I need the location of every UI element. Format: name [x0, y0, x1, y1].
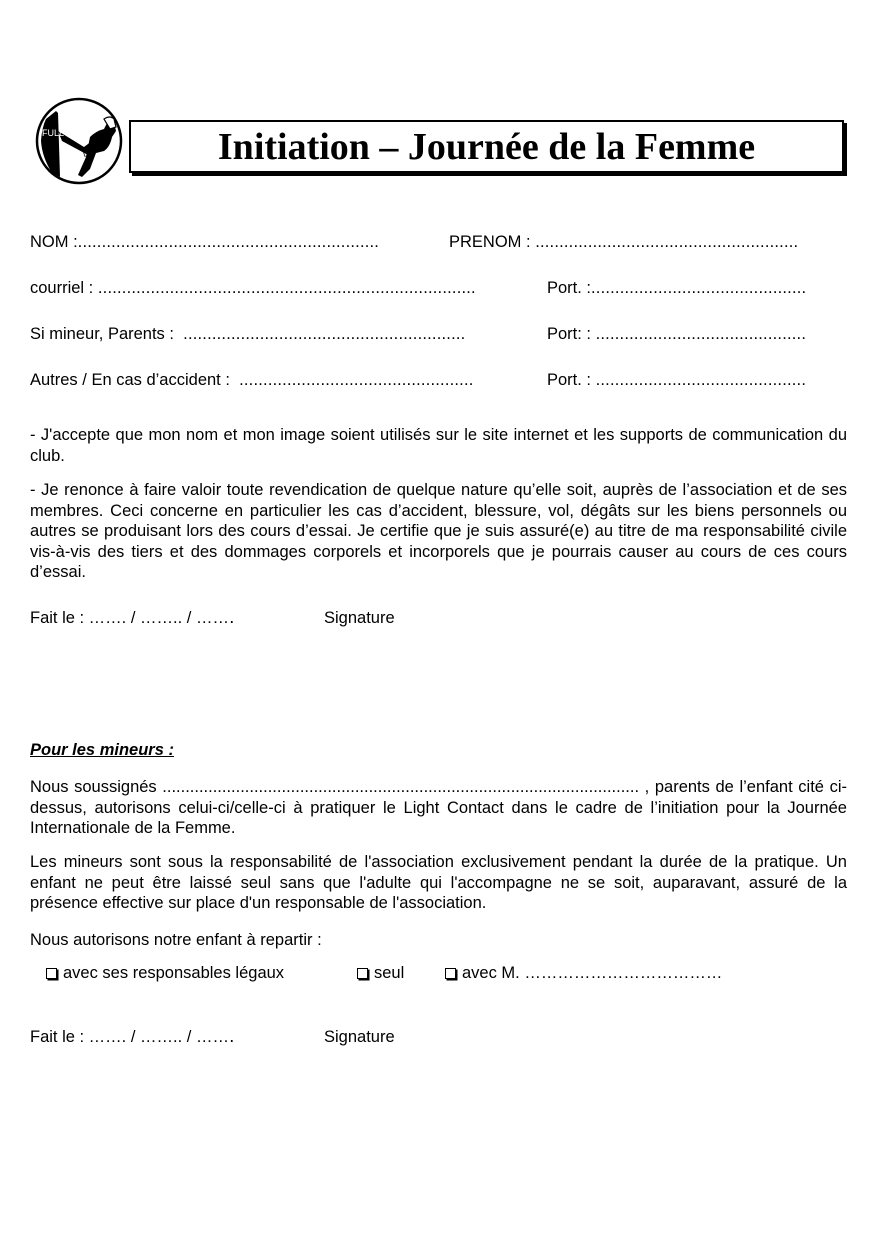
prenom-dots[interactable]: .......................................................	[535, 233, 799, 251]
signature-label-1: Signature	[324, 609, 395, 627]
logo-text-full: FULL	[42, 128, 65, 138]
option-alone[interactable]	[357, 963, 404, 983]
nom-field[interactable]	[30, 232, 379, 252]
prenom-field[interactable]	[449, 232, 798, 252]
kickboxing-logo-icon	[34, 97, 124, 185]
parents-dots[interactable]: ...........................................................	[183, 325, 466, 343]
port-field-2[interactable]	[547, 324, 806, 344]
parents-field[interactable]	[30, 324, 465, 344]
minors-section-title: Pour les mineurs :	[30, 741, 174, 759]
option-label: avec ses responsables légaux	[63, 964, 285, 982]
page-title: Initiation – Journée de la Femme	[217, 126, 756, 168]
port-label-2: Port: :	[547, 325, 592, 343]
option-legal-guardians[interactable]	[46, 963, 284, 983]
nom-label: NOM :	[30, 233, 78, 251]
prenom-label: PRENOM :	[449, 233, 531, 251]
autres-field[interactable]	[30, 370, 474, 390]
title-box	[129, 120, 844, 173]
port-dots-2[interactable]: ............................................	[595, 325, 807, 343]
courriel-field[interactable]	[30, 278, 476, 298]
date-field-1[interactable]: Fait le : ……. / …….. / ……․	[30, 609, 235, 627]
autres-label: Autres / En cas d’accident :	[30, 371, 230, 389]
date-field-2[interactable]: Fait le : ……. / …….. / ……․	[30, 1028, 235, 1046]
port-dots-3[interactable]: ............................................	[595, 371, 807, 389]
port-field-1[interactable]	[547, 278, 806, 298]
pickup-label: Nous autorisons notre enfant à repartir :	[30, 931, 322, 949]
signature-label-2: Signature	[324, 1028, 395, 1046]
image-consent-paragraph: - J'accepte que mon nom et mon image soient utilisés sur le site internet et les supports de communication du club.	[30, 426, 847, 465]
waiver-paragraph: - Je renonce à faire valoir toute revendication de quelque nature qu’elle soit, auprès de l’association et de ses membres. Ceci concerne en particulier les cas d’accident, blessure, vol, dégâts sur les biens personnels ou autres se produisant lors des cours d’essai. Je certifie que je suis assuré(e) au titre de ma responsabilité civile vis-à-vis des tiers et des dommages corporels et incorporels que je pourrais causer au cours de ces cours d’essai.	[30, 481, 847, 581]
checkbox-icon[interactable]	[46, 968, 57, 979]
option-with-person[interactable]	[445, 963, 722, 983]
courriel-dots[interactable]: ...............................................................................	[97, 279, 476, 297]
parents-label: Si mineur, Parents :	[30, 325, 174, 343]
port-label-1: Port. :	[547, 279, 592, 297]
port-label-3: Port. :	[547, 371, 592, 389]
port-dots-1[interactable]: .............................................	[591, 279, 807, 297]
option-label: avec M. ………………………………	[462, 964, 723, 982]
option-label: seul	[374, 964, 405, 982]
checkbox-icon[interactable]	[445, 968, 456, 979]
club-logo	[34, 97, 124, 185]
port-field-3[interactable]	[547, 370, 806, 390]
minors-authorization-paragraph: Nous soussignés ........................................................................................................ , parents de l’enfant cité ci-dessus, autorisons celui-ci/celle-ci à pratiquer le Light Contact dans le cadre de l’initiation pour la Journée Internationale de la Femme.	[30, 778, 847, 837]
checkbox-icon[interactable]	[357, 968, 368, 979]
minors-responsibility-paragraph: Les mineurs sont sous la responsabilité de l'association exclusivement pendant la durée de la pratique. Un enfant ne peut être laissé seul sans que l'adulte qui l'accompagne ne se soit, auparavant, assuré de la présence effective sur place d'un responsable de l'association.	[30, 853, 847, 912]
nom-dots[interactable]: ...............................................................	[77, 233, 380, 251]
courriel-label: courriel :	[30, 279, 94, 297]
autres-dots[interactable]: .................................................	[239, 371, 474, 389]
logo-text-light: LIGHT	[81, 143, 108, 159]
